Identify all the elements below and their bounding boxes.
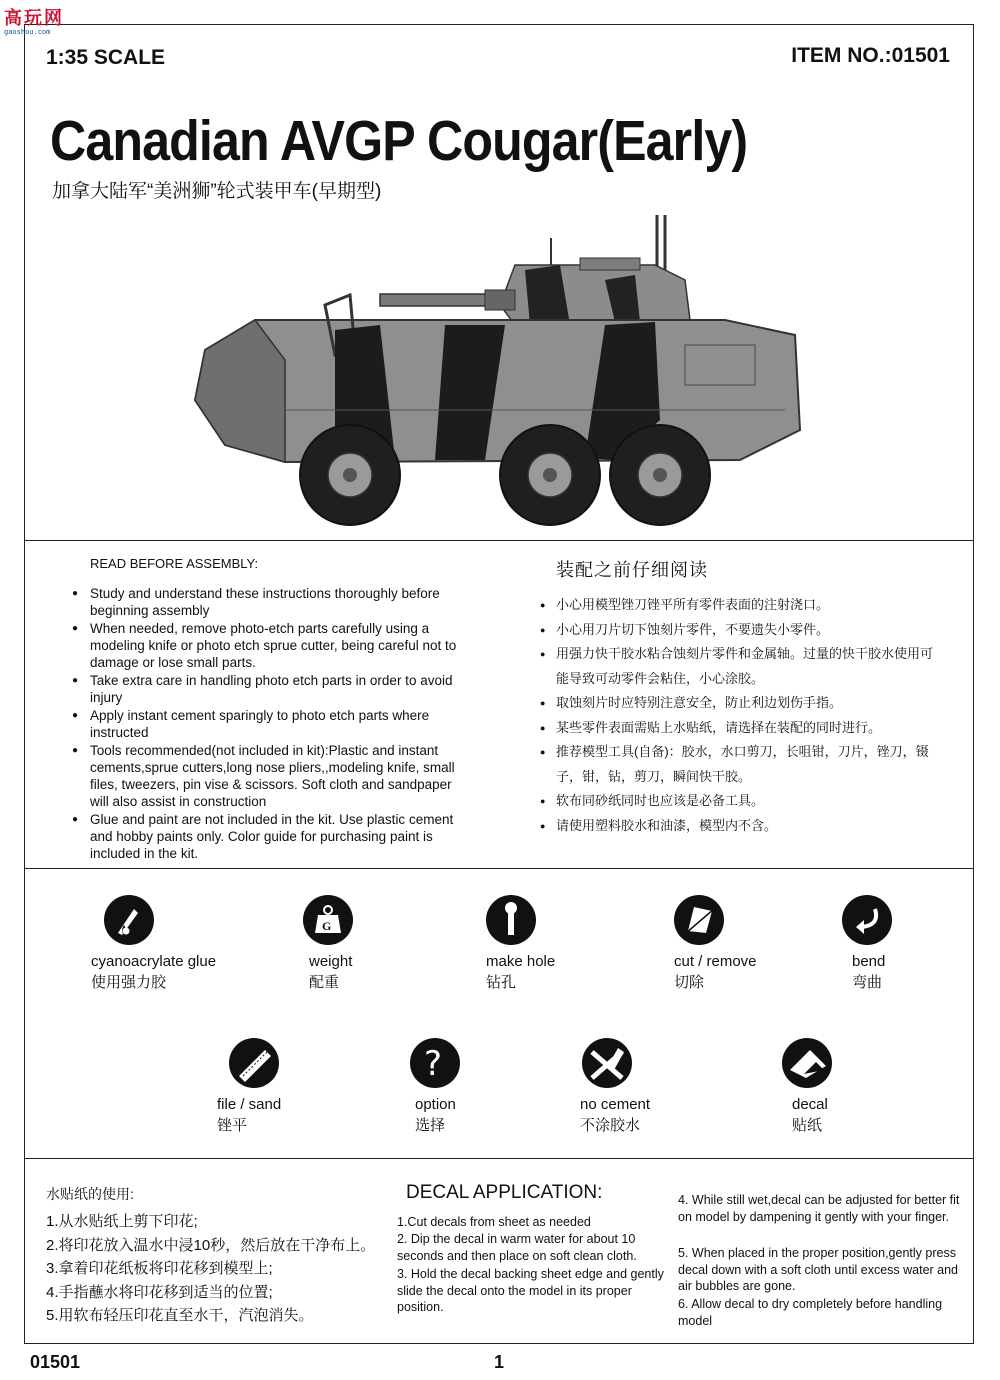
item-number: ITEM NO.:01501 (791, 44, 950, 67)
list-item: ● 某些零件表面需贴上水贴纸，请选择在装配的同时进行。 (540, 716, 940, 741)
decal-step: 3. Hold the decal backing sheet edge and gently slide the decal onto the model in its proper position. (397, 1267, 664, 1314)
symbol-label-cn: 不涂胶水 (580, 1117, 641, 1134)
divider-middle (24, 868, 974, 869)
symbol-label-cn: 弯曲 (852, 974, 883, 991)
decal-step: 2. Dip the decal in warm water for about 10 seconds and then place on soft clean cloth. (397, 1232, 637, 1263)
drill-icon (486, 895, 536, 945)
weight-icon (303, 895, 353, 945)
read-before-title-cn: 装配之前仔细阅读 (556, 560, 708, 581)
decal-step: 4. While still wet,decal can be adjusted for better fit on model by dampening it gently with your finger. (678, 1193, 960, 1224)
decal-title-en: DECAL APPLICATION: (406, 1182, 603, 1203)
symbol-decal (782, 1038, 832, 1135)
list-item: ● Glue and paint are not included in the kit. Use plastic cement and hobby paints only. Color guide for purchasing paint is included in the kit. (72, 811, 457, 862)
divider-top (24, 540, 974, 541)
page-subtitle: 加拿大陆军“美洲狮”轮式装甲车(早期型) (52, 181, 382, 202)
decal-steps-cn (46, 1210, 375, 1328)
symbol-label-en: bend (852, 953, 886, 970)
list-item: 4.手指蘸水将印花移到适当的位置; (46, 1283, 273, 1301)
list-item: ● Study and understand these instructions thoroughly before beginning assembly (72, 585, 457, 619)
file-icon (229, 1038, 279, 1088)
list-item: ● Apply instant cement sparingly to photo etch parts where instructed (72, 707, 457, 741)
symbol-label-cn: 贴纸 (792, 1117, 823, 1134)
weight-glyph: G (322, 919, 332, 933)
symbol-bend (842, 895, 892, 992)
read-before-list-cn (540, 593, 940, 838)
watermark-brand: 高玩网 (4, 8, 64, 29)
symbol-label-cn: 配重 (309, 974, 340, 991)
glue-drop-icon (104, 895, 154, 945)
symbol-weight (303, 895, 353, 992)
list-item: 3.拿着印花纸板将印花移到模型上; (46, 1260, 273, 1277)
page-number: 1 (494, 1352, 505, 1372)
cut-icon (674, 895, 724, 945)
list-item: ● When needed, remove photo-etch parts carefully using a modeling knife or photo etch sprue cutter, being careful not to damage or lose small parts. (72, 620, 457, 671)
watermark-logo (4, 4, 74, 36)
list-item: ● Tools recommended(not included in kit):Plastic and instant cements,sprue cutters,long nose pliers,,modeling knife, small files, tweezers, pin vise & scissors. Soft cloth and sandpaper will also assist in construction (72, 742, 457, 810)
question-glyph: ? (424, 1044, 443, 1084)
symbol-label-cn: 选择 (415, 1117, 446, 1134)
list-item: ● 软布同砂纸同时也应该是必备工具。 (540, 789, 940, 814)
symbol-no-cement (582, 1038, 650, 1135)
list-item: ● 用强力快干胶水粘合蚀刻片零件和金属轴。过量的快干胶水使用可能导致可动零件会粘住，小心涂胶。 (540, 642, 940, 691)
page-title: Canadian AVGP Cougar(Early) (50, 109, 748, 173)
symbol-label-en: option (415, 1096, 456, 1113)
list-item: ● 取蚀刻片时应特别注意安全，防止利边划伤手指。 (540, 691, 940, 716)
symbol-label-en: no cement (580, 1096, 651, 1113)
footer-item-code: 01501 (30, 1352, 81, 1372)
symbol-label-en: weight (309, 953, 353, 970)
symbol-label-cn: 锉平 (217, 1117, 248, 1134)
read-before-list-en (72, 585, 457, 863)
question-icon (410, 1038, 460, 1088)
list-item: 1.从水贴纸上剪下印花; (46, 1213, 198, 1230)
bend-arrow-icon (842, 895, 892, 945)
list-item: ● 小心用刀片切下蚀刻片零件，不要遗失小零件。 (540, 618, 940, 643)
scale-label: 1:35 SCALE (46, 46, 166, 69)
symbol-label-en: cut / remove (674, 953, 757, 970)
decal-step: 6. Allow decal to dry completely before handling model (678, 1297, 943, 1328)
symbol-label-en: cyanoacrylate glue (91, 953, 217, 970)
symbol-label-en: make hole (486, 953, 556, 970)
read-before-title-en: READ BEFORE ASSEMBLY: (90, 556, 259, 571)
list-item: ● 小心用模型锉刀锉平所有零件表面的注射浇口。 (540, 593, 940, 618)
decal-step: 1.Cut decals from sheet as needed (397, 1215, 591, 1229)
symbol-label-cn: 切除 (674, 974, 705, 991)
divider-bottom (24, 1158, 974, 1159)
symbol-make-hole (486, 895, 555, 992)
symbol-option (410, 1038, 460, 1135)
symbol-label-cn: 钻孔 (486, 974, 517, 991)
symbol-label-en: decal (792, 1096, 828, 1113)
vehicle-illustration (185, 210, 805, 530)
no-cement-icon (582, 1038, 632, 1088)
decal-icon (782, 1038, 832, 1088)
list-item: 5.用软布轻压印花直至水干，汽泡消失。 (46, 1307, 314, 1324)
list-item: ● 推荐模型工具(自备)：胶水，水口剪刀，长咀钳，刀片，锉刀，镊子，钳，钻，剪刀，瞬间快干胶。 (540, 740, 940, 789)
decal-title-cn: 水贴纸的使用: (46, 1186, 134, 1202)
symbol-label-cn: 使用强力胶 (91, 974, 167, 991)
symbol-cut (674, 895, 757, 992)
watermark-url: gaoshou.com (4, 28, 51, 36)
symbol-label-en: file / sand (217, 1096, 282, 1113)
decal-step: 5. When placed in the proper position,gently press decal down with a soft cloth until excess water and air bubbles are gone. (678, 1246, 959, 1293)
list-item: 2.将印花放入温水中浸10秒，然后放在干净布上。 (46, 1236, 376, 1254)
list-item: ● Take extra care in handling photo etch parts in order to avoid injury (72, 672, 457, 706)
symbol-glue (91, 895, 217, 992)
symbol-file (217, 1038, 282, 1135)
list-item: ● 请使用塑料胶水和油漆，模型内不含。 (540, 814, 940, 839)
